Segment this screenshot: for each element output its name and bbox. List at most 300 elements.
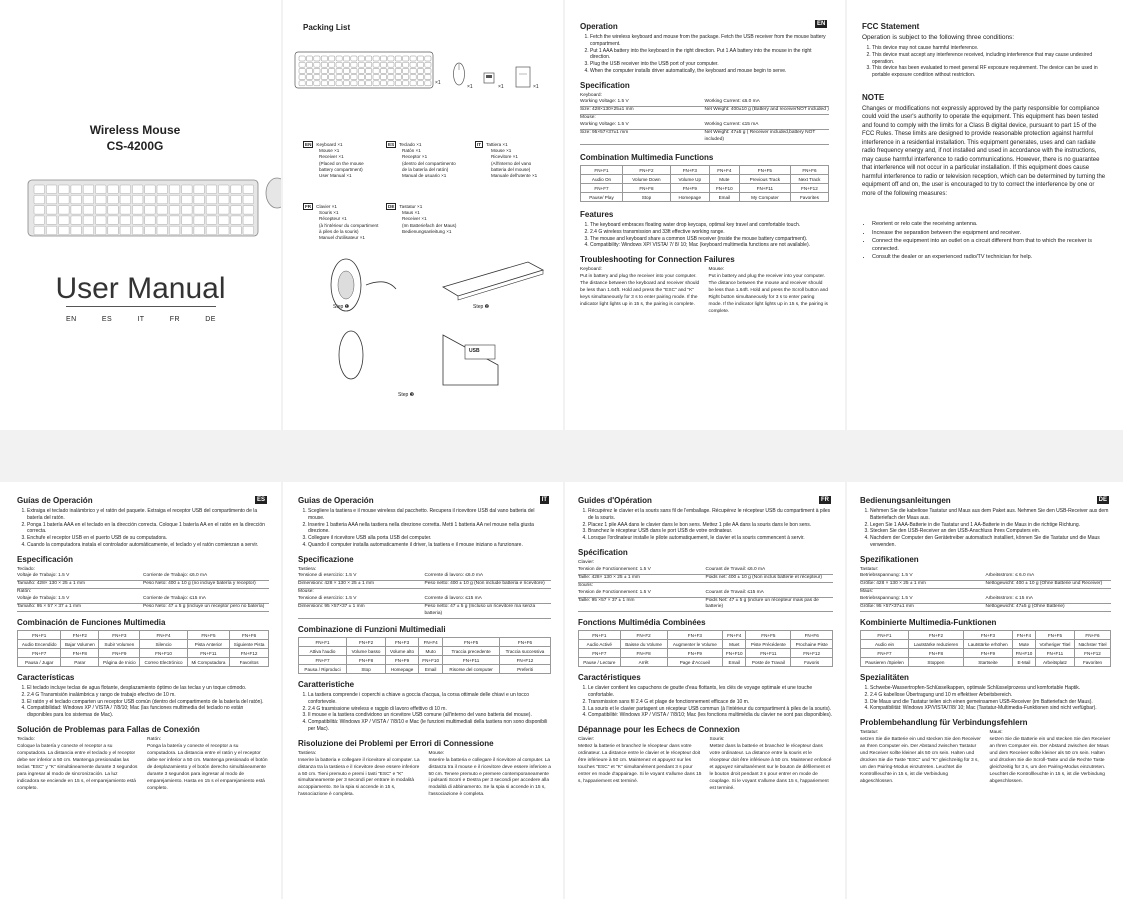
- key-cap: [243, 185, 254, 194]
- key-cap: [108, 185, 119, 194]
- lang-tag: ES: [256, 497, 265, 503]
- lang-tag: FR: [821, 497, 829, 503]
- table-cell: Pausa / Riproduci: [299, 665, 347, 674]
- operation-title: Guides d'Opération: [578, 496, 652, 505]
- table-cell: FN+F7: [18, 649, 61, 658]
- table-cell: Volume basso: [347, 647, 386, 656]
- key-cap: [169, 226, 180, 235]
- troubleshooting-columns: Tastatur: setzen Sie die Batterie ein und stecken Sie den Receiver an Ihren Computer ein. Der Abstand zwischen Tastatur und Receiver sollte kleiner als 50 cm sein. Halten und drücken Sie die Taste "ESC" und "K" gleichzeitig für 3 s, um den Pairing-Modus einzutreten. Leuchtet die Kontrollleuchte in 15 s, ist die Verbindung abgeschlossen. Maus: setzen Sie die Batterie ein und stecken Sie den Receiver an Ihren Computer ein. Der Abstand zwischen der Maus und dem Receiver sollte kleiner als 50 cm sein. Halten und drücken Sie die Scroll-Taste und die Rechte Taste gleichzeitig für 3 s, um den Pairing-Modus einzutreten. Leuchtet die Kontrollleuchte in 15 s, ist die Verbindung abgeschlossen.: [860, 730, 1111, 784]
- table-cell: Lautstärke erhöhen: [963, 640, 1012, 649]
- key-cap: [219, 206, 230, 215]
- features-list: 1. La tastiera comprende i coperchi a chiave a goccia d'acqua, la corsa ottimale delle chiavi e un tocco confortevole. 2. 2.4 G trasmissione wireless e raggio di lavoro effettivo di 10 m. 3. Il mouse e la tastiera condividono un ricevitore USB comune (all'interno del vano batteria del mouse). 4. Compatibilità: Windows XP / VISTA / 7/8/10 e Mac (le funzioni multimediali della tastiera non sono disponibili per Mac).: [308, 692, 551, 733]
- key-cap: [108, 195, 119, 204]
- page-fr: [565, 482, 845, 899]
- key-cap: [182, 185, 193, 194]
- multimedia-table: [578, 630, 833, 667]
- table-cell: Silencio: [140, 640, 187, 649]
- table-cell: FN+F10: [140, 649, 187, 658]
- key-cap: [231, 226, 242, 235]
- table-row: [299, 665, 551, 674]
- table-cell: FN+F8: [909, 649, 964, 658]
- key-cap: [169, 195, 180, 204]
- troubleshooting-title: Dépannage pour les Echecs de Connexion: [578, 725, 740, 735]
- step2-label: Step ❷: [473, 304, 490, 310]
- key-cap: [206, 226, 217, 235]
- table-cell: FN+F11: [443, 656, 500, 665]
- table-cell: Next Track: [790, 175, 828, 184]
- table-cell: FN+F5: [746, 631, 791, 640]
- keyboard-qty: ×1: [435, 80, 441, 86]
- page-fcc: [847, 0, 1123, 430]
- table-cell: FN+F9: [667, 649, 722, 658]
- step1-label: Step ❶: [333, 304, 350, 310]
- table-row: [18, 640, 269, 649]
- key-cap: [71, 185, 82, 194]
- table-cell: FN+F2: [347, 638, 386, 647]
- key-cap: [120, 195, 131, 204]
- table-cell: Favoritos: [230, 658, 269, 667]
- key-cap: [34, 226, 45, 235]
- table-row: [299, 656, 551, 665]
- table-cell: FN+F8: [623, 184, 671, 193]
- table-cell: FN+F4: [709, 166, 739, 175]
- multimedia-table: [17, 630, 269, 667]
- key-cap: [145, 216, 156, 225]
- table-cell: FN+F12: [500, 656, 551, 665]
- table-row: [579, 649, 833, 658]
- spec-block: Teclado: Voltaje de Trabajo: 1.5 V Corriente de Trabajo: ≤6.0 mA Tamaño: 428× 130 × 25 ± 1 mm Peso Neto: 400 ± 10 g (no incluye batería y receptor) Ratón: Voltaje de Trabajo: 1.5 V Corriente de Trabajo: ≤15 mA Tamaño: 95 × 57 × 37 ± 1 mm Peso Neto: 47 ± 5 g (incluye un receptor pero no batería): [17, 567, 269, 613]
- table-cell: Correo Electrónico: [140, 658, 187, 667]
- key-cap: [34, 185, 45, 194]
- manual-qty: ×1: [533, 84, 539, 90]
- key-cap: [157, 226, 168, 235]
- key-cap: [46, 216, 57, 225]
- combination-title: Combination Multimedia Functions: [580, 153, 714, 163]
- key-cap: [71, 226, 82, 235]
- table-cell: FN+F9: [963, 649, 1012, 658]
- pack-de: DE Tastatur ×1 Maus ×1 Receiver ×1 (Im Batteriefach der Maus) Bedienungsanleitung ×1: [388, 204, 457, 234]
- key-cap: [34, 206, 45, 215]
- fcc-subtitle: Operation is subject to the following three conditions:: [862, 34, 1015, 41]
- table-row: [299, 647, 551, 656]
- key-cap: [71, 216, 82, 225]
- table-cell: Volume Down: [623, 175, 671, 184]
- lang-en: EN: [66, 316, 77, 323]
- table-cell: FN+F4: [723, 631, 746, 640]
- table-cell: Piste Précédente: [746, 640, 791, 649]
- table-cell: Pista Anterior: [187, 640, 230, 649]
- pack-en: EN Keyboard ×1 Mouse ×1 Receiver ×1 (Placed on the mouse battery compartment) User Manual ×1: [305, 142, 364, 178]
- key-cap: [46, 195, 57, 204]
- table-cell: Arbeitsplatz: [1035, 658, 1074, 667]
- table-cell: FN+F1: [581, 166, 623, 175]
- table-cell: FN+F6: [230, 631, 269, 640]
- key-cap: [132, 216, 143, 225]
- key-cap: [219, 185, 230, 194]
- key-cap: [194, 185, 205, 194]
- key-cap: [132, 195, 143, 204]
- mouse-illustration: [265, 178, 281, 208]
- table-cell: FN+F1: [861, 631, 909, 640]
- cover-title: Wireless Mouse CS-4200G: [89, 123, 181, 153]
- table-cell: FN+F9: [670, 184, 709, 193]
- table-cell: Prochaine Piste: [791, 640, 833, 649]
- features-list: 1. Schwebe-Wassertropfen-Schlüsselkappen, optimale Schlüsselprozess und komfortable Haptik. 2. 2.4 G kabellose Übertragung und 10 m effektiver Arbeitsbereich. 3. Die Maus und die Tastatur teilen sich einen gemeinsamen USB-Receiver (im Batteriefach der Maus). 4. Kompatibilität: Windows XP/VISTA/7/8/ 10; Mac (Tastatur-Multimedia-Funktionen sind nicht verfügbar).: [870, 685, 1111, 712]
- operation-title: Operation: [580, 22, 618, 31]
- table-cell: FN+F10: [419, 656, 443, 665]
- table-cell: FN+F9: [386, 656, 419, 665]
- key-cap: [132, 226, 143, 235]
- table-cell: FN+F4: [419, 638, 443, 647]
- table-cell: Mute: [1013, 640, 1036, 649]
- table-cell: Muto: [419, 647, 443, 656]
- key-cap: [96, 185, 107, 194]
- table-cell: FN+F11: [739, 184, 790, 193]
- features-title: Spezialitäten: [860, 673, 909, 683]
- operation-list: 1. Scegliere la tastiera e il mouse wireless dal pacchetto. Recupera il ricevitore USB dal vano batteria del mouse. 2. Inserire 1 batteria AAA nella tastiera nella direzione corretta. Metti 1 batteria AA nel mouse nella giusta direzione. 3. Collegare il ricevitore USB alla porta USB del computer. 4. Quando il computer installa automaticamente il driver, la tastiera e il mouse iniziano a funzionare.: [308, 508, 551, 549]
- table-cell: Lautstärke reduzieren: [909, 640, 964, 649]
- key-cap: [243, 216, 254, 225]
- table-cell: E-Mail: [1013, 658, 1036, 667]
- key-cap: [71, 206, 82, 215]
- table-cell: FN+F6: [1075, 631, 1111, 640]
- troubleshooting-columns: Teclado: Coloque la batería y conecte el receptor a su computadora. La distancia entre el teclado y el receptor debe ser inferior a 50 cm. Mantenga presionadas las teclas "ESC" y "K" simultáneamente durante 3 segundos para ingresar al modo de sincronización. La luz indicadora se enciende en 15 s, el emparejamiento está completo. Ratón: Ponga la batería y conecte el receptor a su computadora. La distancia entre el ratón y el receptor debe ser inferior a 50 cm. Mantenga presionado el botón de desplazamiento y el botón derecho simultáneamente durante 3 segundos para ingresar al modo de emparejamiento. Hasta en 15 s el emparejamiento está completo.: [17, 736, 268, 791]
- table-cell: Favoriten: [1075, 658, 1111, 667]
- troubleshooting-title: Troubleshooting for Connection Failures: [580, 255, 735, 265]
- spec-block: Clavier: Tension de Fonctionnement: 1.5 V Courant de Travail: ≤6.0 mA Taille: 428× 130 × 25 ± 1 mm Poids net: 400 ± 10 g (Non inclus batterie et récepteur) Souris: Tension de Fonctionnement: 1.5 V Courant de Travail: ≤15 mA Taille: 95 ×57 × 37 ± 1 mm Poids Net: 47 ± 5 g (inclure un récepteur mais pas de batterie): [578, 560, 833, 613]
- key-cap: [120, 226, 131, 235]
- table-cell: Volume alto: [386, 647, 419, 656]
- table-cell: FN+F9: [99, 649, 140, 658]
- language-list: [66, 316, 216, 323]
- table-cell: Volume Up: [670, 175, 709, 184]
- key-cap: [206, 206, 217, 215]
- manual-icon: [515, 66, 531, 88]
- key-cap: [145, 226, 156, 235]
- combination-title: Combinazione di Funzioni Multimediali: [298, 625, 446, 635]
- key-cap: [108, 216, 119, 225]
- combination-title: Kombinierte Multimedia-Funktionen: [860, 618, 997, 628]
- key-cap: [243, 195, 254, 204]
- table-row: [18, 658, 269, 667]
- table-cell: FN+F7: [579, 649, 621, 658]
- key-cap: [231, 195, 242, 204]
- table-cell: FN+F12: [230, 649, 269, 658]
- table-row: [18, 649, 269, 658]
- key-cap: [59, 206, 70, 215]
- multimedia-table: [298, 637, 551, 674]
- key-cap: [206, 216, 217, 225]
- table-cell: FN+F2: [623, 166, 671, 175]
- key-cap: [34, 195, 45, 204]
- key-cap: [96, 216, 107, 225]
- key-cap: [96, 206, 107, 215]
- table-row: [581, 166, 829, 175]
- table-cell: Email: [419, 665, 443, 674]
- operation-list: 1. Récupérez le clavier et la souris sans fil de l'emballage. Récupérez le récepteur USB du compartiment à piles de la souris. 2. Placez 1 pile AAA dans le clavier dans le bon sens. Mettez 1 pile AA dans la souris dans le bon sens. 3. Branchez le récepteur USB dans le port USB de votre ordinateur. 4. Lorsque l'ordinateur installe le pilote automatiquement, le clavier et la souris commencent à servir.: [588, 508, 833, 542]
- key-cap: [231, 216, 242, 225]
- table-cell: Audio Encendido: [18, 640, 61, 649]
- key-cap: [46, 226, 57, 235]
- key-cap: [59, 216, 70, 225]
- table-cell: FN+F5: [1035, 631, 1074, 640]
- step1-mouse-open-illustration: [311, 255, 401, 315]
- table-cell: Stop: [623, 193, 671, 202]
- table-cell: FN+F11: [1035, 649, 1074, 658]
- table-cell: FN+F10: [1013, 649, 1036, 658]
- mouse-qty: ×1: [467, 84, 473, 90]
- mouse-icon: [453, 62, 465, 86]
- key-cap: [169, 206, 180, 215]
- table-cell: Audio Activé: [579, 640, 621, 649]
- page-operation-en: [565, 0, 845, 430]
- troubleshooting-columns: Tastiera: Inserire la batteria e collegare il ricevitore al computer. La distanza tra la tastiera e il ricevitore deve essere inferiore a 50 cm. Tieni premuto e premi i tasti "ESC" e "K" simultaneamente per 3 secondi per entrare in modalità accoppiamento. Se la spia si accende in 15 s, l'associazione è completa. Mouse: Inserire la batteria e collegare il ricevitore al computer. La distanza tra il mouse e il ricevitore deve essere inferiore a 50 cm. Tenere premuto e premere contemporaneamente i pulsanti Scorri e Destra per 3 secondi per accedere alla modalità di abbinamento. Se la spia si accende in 15 s, l'associazione è completa.: [298, 750, 551, 798]
- table-cell: Baisse du Volume: [620, 640, 667, 649]
- key-cap: [157, 185, 168, 194]
- step3-label: Step ❸: [398, 392, 415, 398]
- table-cell: Mi Computadora: [187, 658, 230, 667]
- key-cap: [71, 195, 82, 204]
- receiver-qty: ×1: [498, 84, 504, 90]
- table-cell: FN+F1: [18, 631, 61, 640]
- table-cell: Page d'Accueil: [667, 658, 722, 667]
- table-cell: FN+F5: [739, 166, 790, 175]
- operation-list: 1. Fetch the wireless keyboard and mouse from the package. Fetch the USB receiver from the mouse battery compartment. 2. Put 1 AAA battery into the keyboard in the right direction. Put 1 AA battery into the mouse in the right direction. 3. Plug the USB receiver into the USB port of your computer. 4. When the computer installs driver automatically, the keyboard and mouse begin to serve.: [590, 34, 829, 75]
- spec-title: Especificación: [17, 554, 74, 564]
- key-cap: [194, 195, 205, 204]
- table-row: [581, 175, 829, 184]
- features-list: 1. El teclado incluye teclas de agua flotante, desplazamiento óptimo de las teclas y un toque cómodo. 2. 2.4 G Transmisión inalámbrica y rango de trabajo efectivo de 10 m. 3. El ratón y el teclado comparten un receptor USB común (dentro del compartimento de la batería del ratón). 4. Compatibilidad: Windows XP / VISTA / 7/8/10; Mac (las funciones multimedia del teclado no están disponibles para los sistemas de Mac).: [27, 685, 269, 719]
- table-cell: Audio On: [581, 175, 623, 184]
- table-cell: FN+F7: [581, 184, 623, 193]
- receiver-icon: [483, 72, 495, 84]
- key-cap: [96, 226, 107, 235]
- note-text: Changes or modifications not expressly approved by the party responsible for compliance could void the user's authority to operate the equipment. This equipment has been tested and found to comply with the limits for a Class B digital device, pursuant to part 15 of the FCC Rules. These limits are designed to provide reasonable protection against harmful interference in a residential installation. This equipment generates, uses and can radiate radio frequency energy and, if not installed and used in accordance with the instructions, may cause harmful interference to radio communications. However, there is no guarantee that interference will not occur in a particular installation. If this equipment does cause harmful interference to radio or television reception, which can be determined by turning the equipment off and on, the user is encouraged to try to correct the interference by one or more of the following measures:: [862, 105, 1106, 197]
- key-cap: [206, 185, 217, 194]
- combination-title: Fonctions Multimédia Combinées: [578, 618, 706, 628]
- key-cap: [108, 226, 119, 235]
- table-row: [861, 640, 1111, 649]
- multimedia-table: [860, 630, 1111, 667]
- key-cap: [132, 185, 143, 194]
- table-cell: FN+F3: [99, 631, 140, 640]
- table-cell: Previous Track: [739, 175, 790, 184]
- spec-title: Specificazione: [298, 554, 354, 564]
- key-cap: [120, 206, 131, 215]
- table-cell: FN+F3: [670, 166, 709, 175]
- table-cell: Stoppen: [909, 658, 964, 667]
- key-cap: [206, 195, 217, 204]
- spec-block: Tastiera: Tensione di esercizio: 1.5 V Corrente di lavoro: ≤6.0 mA Dimensioni: 428 × 130 × 25 ± 1 mm Peso netto: 400 ± 10 g (Non include batteria e ricevitore) Mouse: Tensione di esercizio: 1.5 V Corrente di lavoro: ≤15 mA Dimensioni: 95 ×57×37 ± 1 mm Peso netto: 47 ± 5 g (Incluso un ricevitore ma senza batteria): [298, 567, 551, 620]
- table-cell: Pause / Lecture: [579, 658, 621, 667]
- table-cell: FN+F7: [299, 656, 347, 665]
- table-cell: FN+F12: [791, 649, 833, 658]
- step2-keyboard-illustration: [438, 252, 548, 302]
- table-cell: FN+F3: [667, 631, 722, 640]
- table-cell: Bajar Volumen: [61, 640, 99, 649]
- table-cell: Email: [723, 658, 746, 667]
- lang-tag: DE: [1098, 497, 1107, 503]
- key-cap: [145, 185, 156, 194]
- troubleshooting-title: Solución de Problemas para Fallas de Conexión: [17, 724, 200, 734]
- table-cell: Homepage: [386, 665, 419, 674]
- key-cap: [83, 226, 94, 235]
- table-cell: FN+F4: [140, 631, 187, 640]
- table-cell: FN+F1: [579, 631, 621, 640]
- operation-title: Guias de Operación: [298, 496, 374, 505]
- table-cell: Startseite: [963, 658, 1012, 667]
- table-cell: Poste de Travail: [746, 658, 791, 667]
- table-cell: FN+F2: [61, 631, 99, 640]
- lang-it: IT: [137, 316, 145, 323]
- key-cap: [182, 226, 193, 235]
- table-cell: FN+F8: [347, 656, 386, 665]
- table-cell: FN+F10: [709, 184, 739, 193]
- table-cell: FN+F6: [500, 638, 551, 647]
- table-cell: FN+F12: [1075, 649, 1111, 658]
- key-cap: [194, 216, 205, 225]
- key-cap: [120, 216, 131, 225]
- table-cell: Favoris: [791, 658, 833, 667]
- table-cell: FN+F5: [443, 638, 500, 647]
- lang-tag: IT: [541, 497, 547, 503]
- page-cover: [0, 0, 281, 430]
- features-list: 1. The keyboard embraces floating water drop keycaps, optimal key travel and comfortable touch. 2. 2.4 G wireless transmission and 33ft effective working range. 3. The mouse and keyboard share a common USB receiver (inside the mouse battery compartment). 4. Compatibility: Windows XP/ VISTA/ 7/ 8/ 10; Mac (keyboard multimedia functions are not available).: [590, 222, 829, 249]
- table-row: [861, 631, 1111, 640]
- table-cell: FN+F11: [187, 649, 230, 658]
- table-cell: Audio ein: [861, 640, 909, 649]
- table-row: [861, 658, 1111, 667]
- combination-title: Combinación de Funciones Multimedia: [17, 618, 166, 628]
- key-cap: [182, 206, 193, 215]
- table-cell: Muet: [723, 640, 746, 649]
- table-cell: FN+F6: [790, 166, 828, 175]
- pack-fr: FR Clavier ×1 Souris ×1 Récepteur ×1 (à l'intérieur du compartiment à piles de la souris) Manuel d'utilisateur ×1: [305, 204, 379, 240]
- table-cell: Vorheriger Titel: [1035, 640, 1074, 649]
- fcc-measures: • Reorient or relo cate the receiving antenna. • Increase the separation between the equipment and receiver. • Connect the equipment into an outlet on a circuit different from that to which the receiver is connected. • Consult the dealer or an experienced radio/TV technician for help.: [872, 220, 1109, 261]
- table-cell: Página de Inicio: [99, 658, 140, 667]
- features-list: 1. Le clavier contient les capuchons de goutte d'eau flottants, les clés de voyage optimale et une touche confortable. 2. Transmission sans fil 2.4 G et plage de fonctionnement efficace de 10 m. 3. La souris et le clavier partagent un récepteur USB commun (à l'intérieur du compartiment à piles de la souris). 4. Compatibilité: Windows XP / VISTA / 7/8/10; Mac (les fonctions multimédia du clavier ne sont pas disponibles).: [588, 685, 833, 719]
- table-cell: FN+F2: [620, 631, 667, 640]
- key-cap: [219, 226, 230, 235]
- page-de: [847, 482, 1123, 899]
- table-row: [581, 193, 829, 202]
- page-it: [283, 482, 563, 899]
- table-cell: Pausa / Jugar: [18, 658, 61, 667]
- key-cap: [120, 185, 131, 194]
- key-cap: [59, 195, 70, 204]
- spec-title: Spezifikationen: [860, 554, 919, 564]
- key-cap: [46, 185, 57, 194]
- features-title: Caractéristiques: [578, 673, 641, 683]
- table-cell: FN+F2: [909, 631, 964, 640]
- key-cap: [59, 185, 70, 194]
- table-cell: Email: [709, 193, 739, 202]
- troubleshooting-columns: Keyboard: Put in battery and plug the receiver into your computer. The distance between the keyboard and receiver should be less than 1.64ft. Hold and press the "ESC" and "K" keys simultaneously for 3 s to enter pairing mode. If the indicator light lights up in 15 s, the pairing is complete. Mouse: Put in battery and plug the receiver into your computer. The distance between the mouse and receiver should be less than 1.64ft. Hold and press the Scroll button and Right button simultaneously for 3 s to enter paring mode. If the indicator light lights up in 15 s, the pairing is complete.: [580, 267, 828, 314]
- table-cell: Siguiente Pista: [230, 640, 269, 649]
- table-cell: Preferiti: [500, 665, 551, 674]
- multimedia-table: [580, 165, 829, 202]
- table-cell: FN+F4: [1013, 631, 1036, 640]
- table-cell: FN+F7: [861, 649, 909, 658]
- note-title: NOTE: [862, 92, 885, 102]
- table-cell: Pausieren /Spielen: [861, 658, 909, 667]
- table-cell: FN+F3: [386, 638, 419, 647]
- key-cap: [182, 216, 193, 225]
- spec-title: Specification: [580, 80, 630, 90]
- table-cell: Arrêt: [620, 658, 667, 667]
- step3-laptop-illustration: [323, 325, 523, 390]
- operation-title: Bedienungsanleitungen: [860, 496, 951, 505]
- spec-block: Tastatur: Betriebsspannung: 1.5 V Arbeitsstrom: ≤ 6.0 mA Größe: 428 × 130 × 25 ± 1 mm Nettogewicht: 400 ± 10 g (Ohne Batterie und Receiver) Maus: Betriebsspannung: 1.5 V Arbeitsstrom: ≤ 15 mA Größe: 95 ×57×37±1 mm Nettogewicht: 47±5 g (Ohne Batterie): [860, 567, 1111, 613]
- key-cap: [194, 206, 205, 215]
- keyboard-illustration: [28, 180, 263, 240]
- table-cell: Augmenter le Volume: [667, 640, 722, 649]
- operation-title: Guías de Operación: [17, 496, 93, 505]
- divider: [66, 306, 216, 307]
- table-cell: Mute: [709, 175, 739, 184]
- table-cell: FN+F1: [299, 638, 347, 647]
- key-cap: [145, 206, 156, 215]
- table-cell: My Computer: [739, 193, 790, 202]
- table-cell: Nächster Titel: [1075, 640, 1111, 649]
- key-cap: [231, 206, 242, 215]
- key-cap: [83, 185, 94, 194]
- spec-block: Keyboard: Working Voltage: 1.5 V Working Current: ≤6.0 mA Size: 428×130×25±1 mm Net Weight: 400±10 g (Battery and receiverNOT included ) Mouse: Working Voltage: 1.5 V Working Current: ≤15 mA Size: 95×57×37±1 mm Net Weight: 47±5 g ( Receiver included,battery NOT included): [580, 93, 829, 146]
- fcc-title: FCC Statement: [862, 22, 920, 31]
- table-row: [579, 640, 833, 649]
- troubleshooting-title: Problembehandlung für Verbindungsfehlern: [860, 718, 1028, 728]
- key-cap: [243, 206, 254, 215]
- lang-fr: FR: [169, 316, 181, 323]
- table-row: [18, 631, 269, 640]
- table-cell: Subir Volumen: [99, 640, 140, 649]
- key-cap: [243, 226, 254, 235]
- table-row: [579, 658, 833, 667]
- key-cap: [59, 226, 70, 235]
- pack-it: IT Tattiera ×1 Mouse ×1 Ricevitore ×1 (All'interno del vano batteria del mouse) Manuale dell'utente ×1: [477, 142, 538, 178]
- key-cap: [108, 206, 119, 215]
- table-cell: Pause/ Play: [581, 193, 623, 202]
- table-cell: FN+F6: [791, 631, 833, 640]
- packing-title: Packing List: [303, 23, 351, 32]
- table-row: [861, 649, 1111, 658]
- table-cell: FN+F12: [790, 184, 828, 193]
- table-row: [581, 184, 829, 193]
- key-cap: [157, 206, 168, 215]
- troubleshooting-columns: Clavier: Mettez la batterie et branchez le récepteur dans votre ordinateur. La distance entre le clavier et le récepteur doit être inférieure à 50 cm. Maintenez et appuyez sur les touches "ESC" et "K" simultanément pendant 3 s pour entrer en mode d'appairage. Si le voyant s'allume dans 15 s, l'appariement est terminé. Souris: Mettez dans la batterie et branchez le récepteur dans votre ordinateur. La distance entre la souris et le récepteur doit être inférieure à 50 cm. Maintenez enfoncé et appuyez simultanément sur le bouton de défilement et le bouton droit pendant 3 s pour entrer en mode de couplage. Si le voyant s'allume dans 15 s, l'appariement est terminé.: [578, 737, 832, 791]
- usb-label: USB: [469, 348, 480, 354]
- key-cap: [83, 206, 94, 215]
- table-cell: FN+F3: [963, 631, 1012, 640]
- pack-es: ES Teclado ×1 Ratón ×1 Receptor ×1 (dentro del compartimento de la batería del ratón) Manual de usuario ×1: [388, 142, 456, 178]
- fcc-conditions: 1. This device may not cause harmful interference. 2. This device must accept any interference received, including interference that may cause undesired operation. 3. This device has been evaluated to meet general RF exposure requirement. The device can be used in portable exposure condition without restriction.: [872, 45, 1109, 79]
- spec-title: Spécification: [578, 547, 628, 557]
- key-cap: [157, 195, 168, 204]
- page-packing: [283, 0, 563, 430]
- features-title: Caratteristiche: [298, 680, 355, 690]
- key-cap: [157, 216, 168, 225]
- table-cell: FN+F11: [746, 649, 791, 658]
- key-cap: [46, 206, 57, 215]
- page-es: [0, 482, 281, 899]
- features-title: Características: [17, 673, 75, 683]
- table-cell: FN+F10: [723, 649, 746, 658]
- table-cell: Parar: [61, 658, 99, 667]
- key-cap: [219, 216, 230, 225]
- table-cell: Risorse del computer: [443, 665, 500, 674]
- table-row: [579, 631, 833, 640]
